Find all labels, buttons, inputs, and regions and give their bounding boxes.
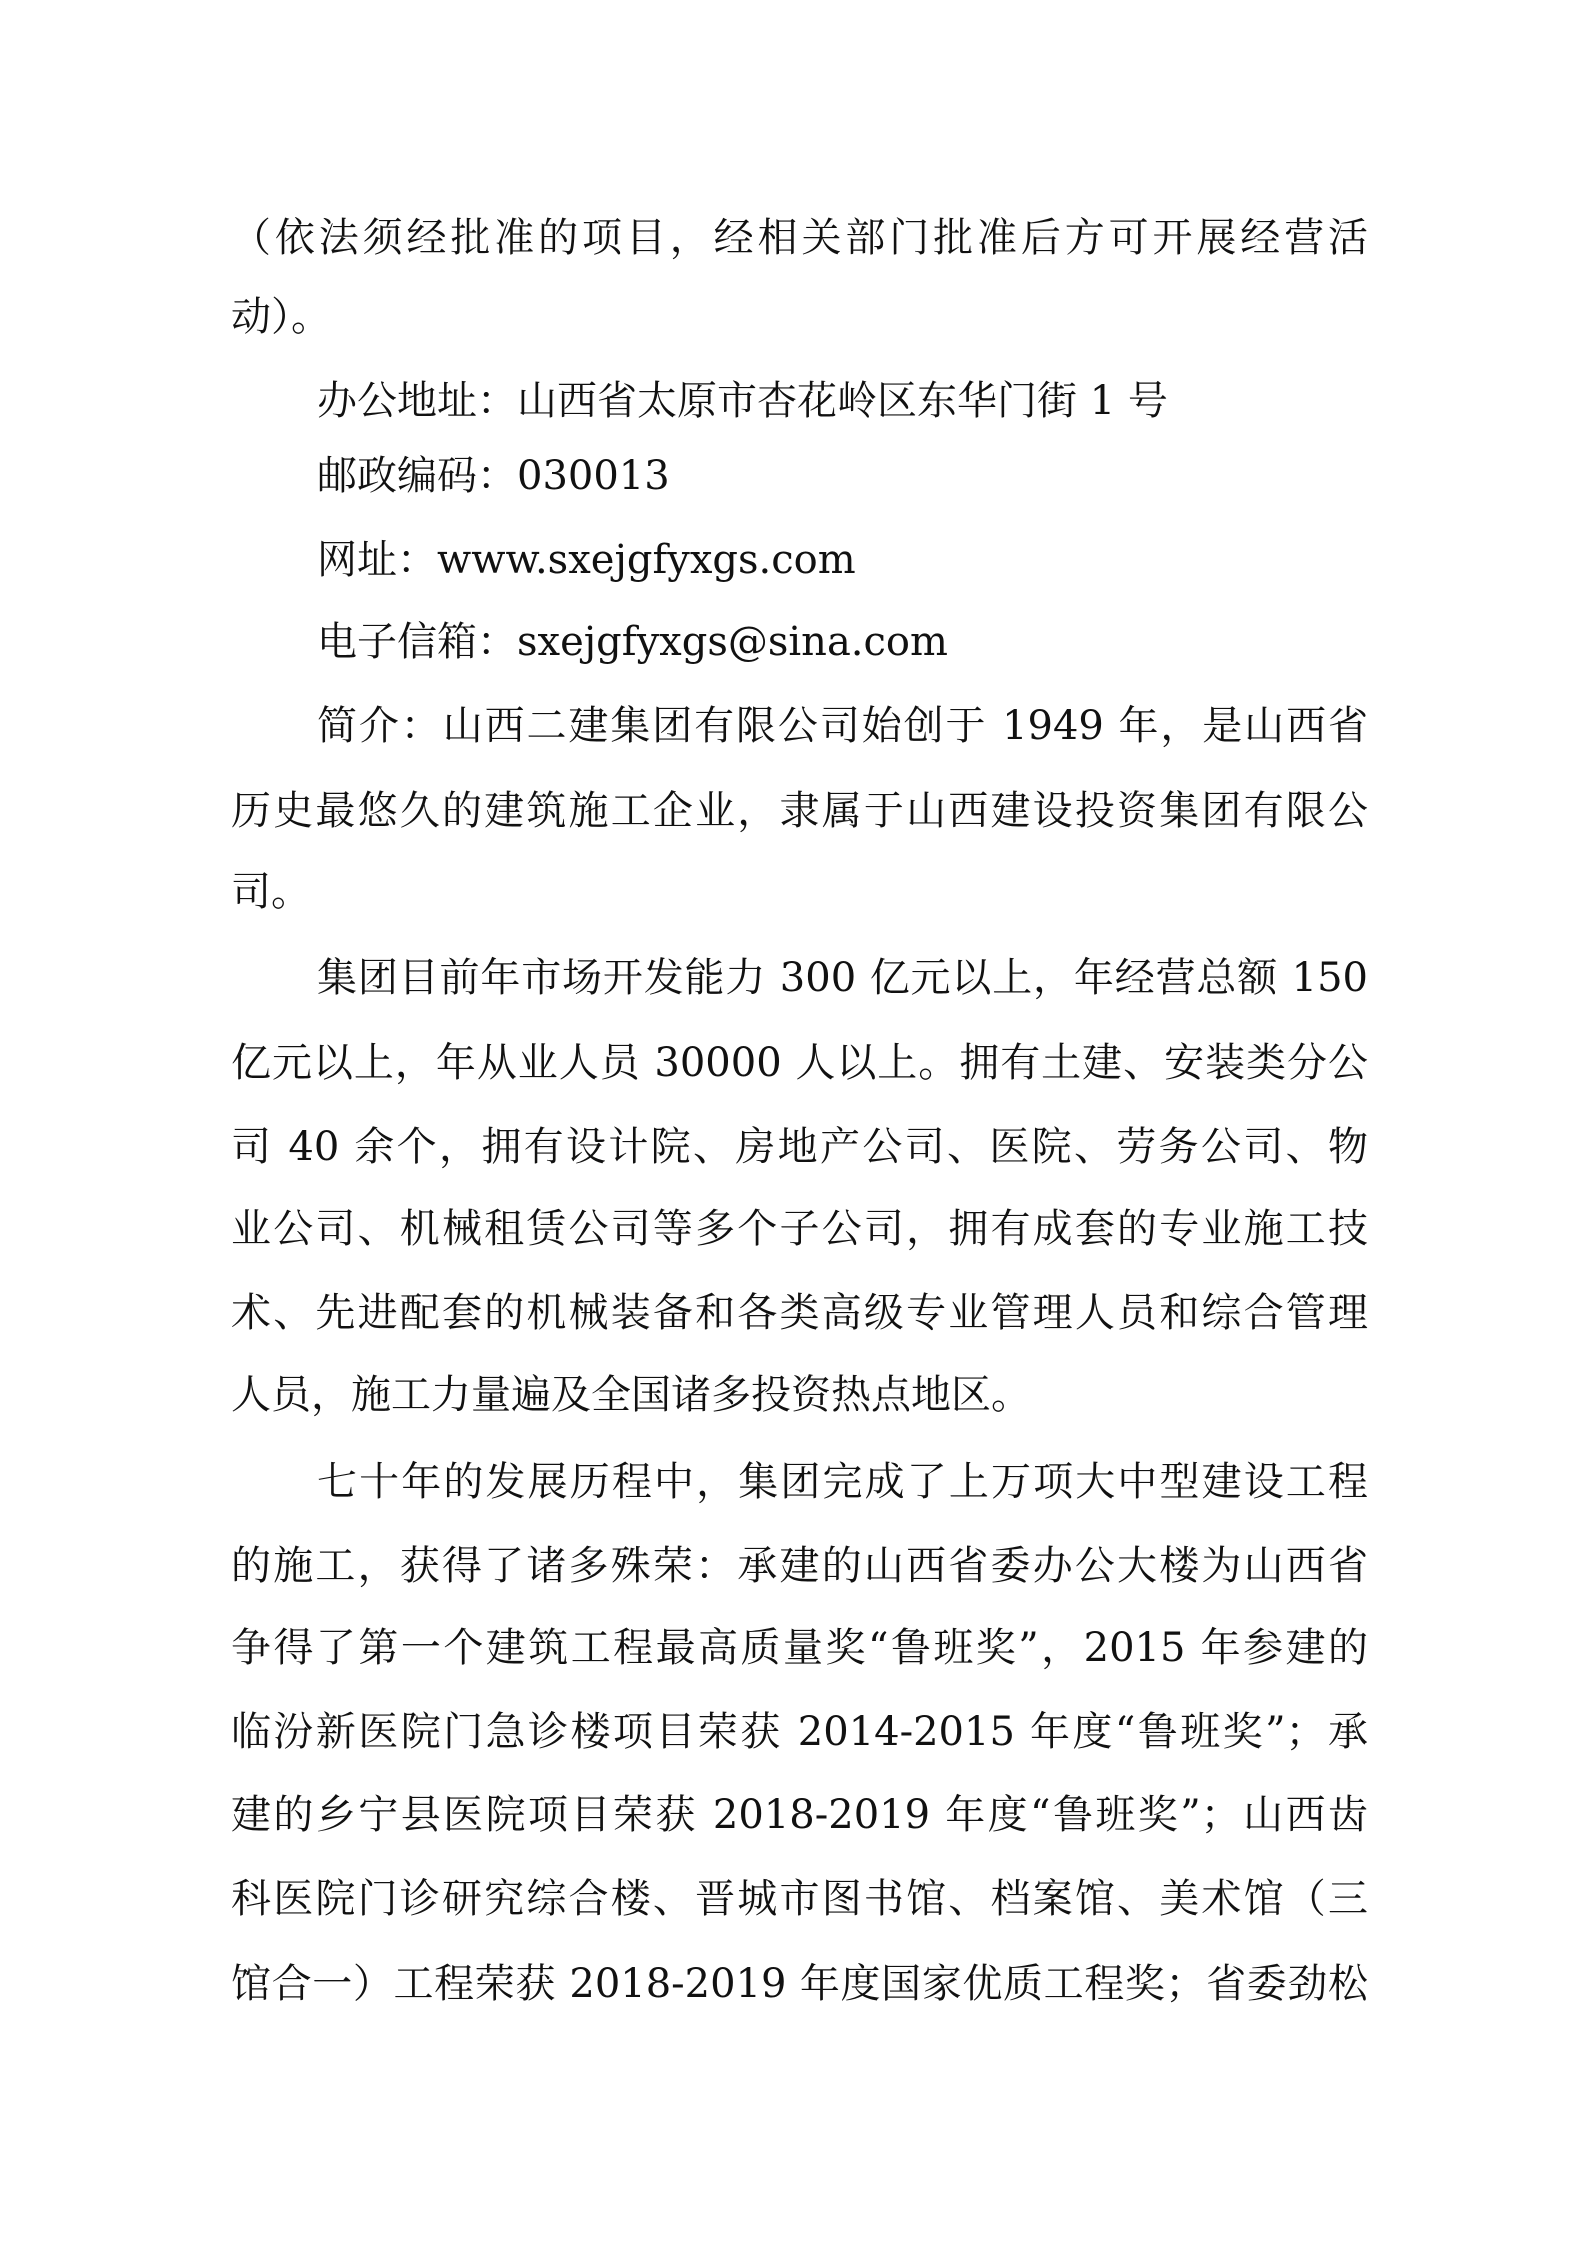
intro-line: 动）。 <box>231 294 331 340</box>
scale-line: 司 40 余个，拥有设计院、房地产公司、医院、劳务公司、物 <box>231 1124 1368 1170</box>
profile-line: 司。 <box>231 869 311 915</box>
email: 电子信箱：sxejgfyxgs@sina.com <box>317 619 948 665</box>
history-line: 科医院门诊研究综合楼、晋城市图书馆、档案馆、美术馆（三 <box>231 1876 1368 1922</box>
history-line: 建的乡宁县医院项目荣获 2018-2019 年度“鲁班奖”；山西齿 <box>231 1792 1368 1838</box>
history-line: 争得了第一个建筑工程最高质量奖“鲁班奖”，2015 年参建的 <box>231 1625 1368 1671</box>
history-line: 馆合一）工程荣获 2018-2019 年度国家优质工程奖；省委劲松 <box>231 1961 1368 2007</box>
scale-line: 业公司、机械租赁公司等多个子公司，拥有成套的专业施工技 <box>231 1206 1368 1252</box>
scale-line: 人员，施工力量遍及全国诸多投资热点地区。 <box>231 1372 1031 1418</box>
scale-line: 术、先进配套的机械装备和各类高级专业管理人员和综合管理 <box>231 1290 1368 1336</box>
website: 网址：www.sxejgfyxgs.com <box>317 537 856 583</box>
history-line: 的施工，获得了诸多殊荣：承建的山西省委办公大楼为山西省 <box>231 1543 1368 1589</box>
intro-line: （依法须经批准的项目，经相关部门批准后方可开展经营活 <box>231 215 1368 261</box>
profile-line: 历史最悠久的建筑施工企业，隶属于山西建设投资集团有限公 <box>231 788 1368 834</box>
history-line: 临汾新医院门急诊楼项目荣获 2014-2015 年度“鲁班奖”；承 <box>231 1709 1368 1755</box>
postcode: 邮政编码：030013 <box>317 453 670 499</box>
office-address: 办公地址：山西省太原市杏花岭区东华门街 1 号 <box>317 378 1168 424</box>
scale-line: 集团目前年市场开发能力 300 亿元以上，年经营总额 150 <box>317 955 1368 1001</box>
profile-line: 简介：山西二建集团有限公司始创于 1949 年，是山西省 <box>317 703 1368 749</box>
history-line: 七十年的发展历程中，集团完成了上万项大中型建设工程 <box>317 1459 1368 1505</box>
scale-line: 亿元以上，年从业人员 30000 人以上。拥有土建、安装类分公 <box>231 1040 1368 1086</box>
